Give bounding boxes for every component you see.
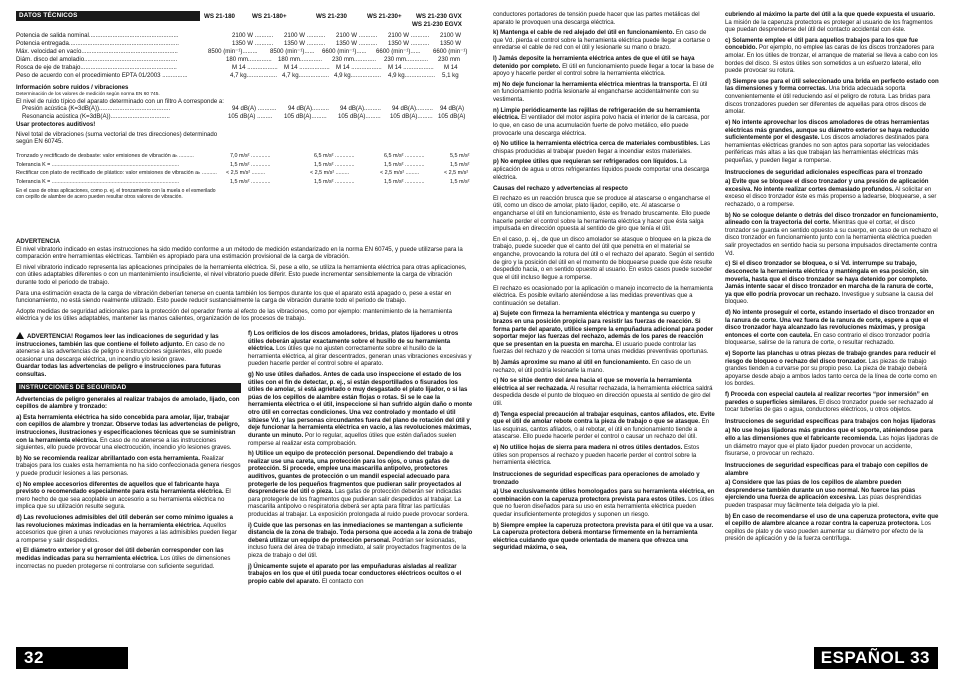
spec-value: 1350 W — [440, 40, 462, 47]
section-title: Instrucciones de seguridad específicas para el trabajo con cepillos de alambre — [725, 461, 928, 477]
safety-item: a) Considere que las púas de los cepillos de alambre pueden desprenderse también durante un uso normal. No fuerce las púas ejerciendo una fuerza de aplicación excesiva. Las púas desprendidas pueden traspasar muy fácilmente tela delgada y/o la piel. — [725, 479, 922, 509]
paragraph: conductores portadores de tensión puede hacer que las partes metálicas del aparato le provoquen una descarga eléctrica. — [493, 11, 700, 26]
spec-label: Peso de acuerdo con el procedimiento EPTA 01/2003 ............... — [16, 72, 188, 79]
noise-value: 105 dB(A) ......... — [228, 113, 273, 121]
vibration-value: 5,5 m/s² — [450, 153, 470, 159]
safety-item: p) No emplee útiles que requieran ser refrigerados con líquidos. La aplicación de agua u otros refrigerantes líquidos puede comportar una descarga eléctrica. — [493, 158, 710, 181]
safety-item: h) Utilice un equipo de protección personal. Dependiendo del trabajo a realizar use una careta, una protección para los ojos, o unas gafas de protección. Si procede, emplee una mascarilla antipolvo, protectores auditivos, guantes de protección o un mandil especial adecuado para protegerle de los pequeños fragmentos que pudieran salir proyectados al desprenderse del útil o pieza. Las gafas de protección deberán ser indicadas para protegerle de los fragmentos que pudieran salir despedidos al trabajar. La mascarilla antipolvo o respiratoria deberá ser apta para filtrar las partículas producidas al trabajar. La exposición prolongada al ruido puede provocar sordera. — [248, 450, 469, 519]
safety-item: j) Únicamente sujete el aparato por las empuñaduras aisladas al realizar trabajos en los que el útil pueda tocar conductores eléctricos ocultos o el propio cable del aparato. El contacto con — [248, 562, 462, 585]
spec-value: 2100 W ........... — [284, 32, 326, 39]
spec-row — [16, 40, 471, 48]
noise-value: 94 dB(A).......... — [340, 105, 381, 113]
warning-bold: ADVERTENCIA! Rogamos leer las indicaciones de seguridad y las instrucciones, también las que contiene el folleto adjunto. — [16, 333, 219, 348]
safety-item: n) Limpie periódicamente las rejillas de refrigeración de su herramienta eléctrica. El ventilador del motor aspira polvo hacia el interior de la carcasa, por lo que, en caso de una acumulación fuerte de polvo metálico, ello puede provocarle una descarga eléctrica. — [493, 106, 710, 137]
vibration-value: < 2,5 m/s² ......... — [226, 170, 266, 176]
vibration-label: Tolerancia K = ..................................................................................... — [16, 178, 180, 185]
paragraph: En el caso, p. ej., de que un disco amolador se atasque o bloquee en la pieza de trabajo, puede suceder que el canto del útil que penetra en el material se enganche, provocando la rotura del útil o el rechazo del aparato. Según el sentido de giro y la posición del útil en el momento de bloquearse puede que éste resulte despedido hacia, o en sentido opuesto al usuario. En estos casos puede suceder que el útil incluso llegue a romperse. — [493, 235, 715, 281]
vibration-row — [16, 179, 471, 188]
safety-item: b) Siempre emplee la caperuza protectora prevista para el útil que va a usar. La caperuza protectora deberá montarse firmemente en la herramienta eléctrica cuidando que quede orientada de manera que ofrezca una seguridad máxima, o sea, — [493, 521, 714, 552]
spec-value: M 14 .................. — [284, 64, 330, 71]
advertencia-paragraph: Para una estimación exacta de la carga de vibración deberían tenerse en cuenta también los tiempos durante los que el aparato está apagado o, pese a estar en funcionamiento, no está siendo realmente utilizado. Esto puede reducir sustancialmente la carga de vibración durante todo el periodo de trabajo. — [16, 289, 452, 305]
technical-data-table — [16, 32, 471, 146]
hearing-protection-note: Usar protectores auditivos! — [16, 121, 96, 129]
spec-value: 8500 (min⁻¹)...... — [270, 48, 315, 55]
spec-value: 4,7 kg.................. — [230, 72, 278, 79]
safety-item: o) No utilice la herramienta eléctrica cerca de materiales combustibles. Las chispas producidas al trabajar pueden llegar a incendiar estos materiales. — [493, 140, 711, 155]
noise-value: 94 dB(A).......... — [392, 105, 433, 113]
safety-item: b) No se recomienda realizar abrillantado con esta herramienta. Realizar trabajos para los cuales esta herramienta no ha sido confeccionada genera riesgos y puede producir lesiones a las personas. — [16, 454, 241, 477]
section-title: Instrucciones de seguridad específicas para trabajos con hojas lijadoras — [725, 417, 936, 425]
paragraph: El rechazo es ocasionado por la aplicación o manejo incorrecto de la herramienta eléctrica. Es posible evitarlo ateniéndose a las medidas preventivas que a continuación se detallan. — [493, 284, 713, 307]
spec-row — [16, 56, 471, 64]
vibration-value: < 2,5 m/s² — [444, 170, 469, 176]
noise-value: 94 dB(A).......... — [288, 105, 329, 113]
noise-row — [16, 113, 471, 121]
model-label: WS 21-180+ — [252, 13, 287, 20]
section-title: Instrucciones de seguridad adicionales específicas para el tronzado — [725, 168, 923, 176]
model-label: WS 21-230+ — [367, 13, 402, 20]
safety-item: a) Use exclusivamente útiles homologados para su herramienta eléctrica, en combinación con la caperuza protectora prevista para estos útiles. Los útiles que no fueron diseñados para su uso en esta herramienta eléctrica pueden quedar insuficientemente protegidos y suponen un riesgo. — [493, 488, 715, 518]
vibration-value: < 2,5 m/s² ......... — [310, 170, 350, 176]
warning-box — [16, 332, 241, 379]
vibration-value: 1,5 m/s² ............. — [384, 161, 425, 168]
spec-row — [16, 64, 471, 72]
spec-value: 4,9 kg.................. — [388, 72, 436, 79]
advertencia-title: ADVERTENCIA — [16, 238, 61, 245]
model-label: WS 21-230 EGVX — [412, 21, 462, 28]
safety-item: d) Siempre use para el útil seleccionado una brida en perfecto estado con las dimensiones y forma correctas. Una brida adecuada soporta convenientemente el útil reduciendo así el peligro de rotura. Las bridas para discos tronzadores pueden ser diferentes de aquellas para otros discos de amolar. — [725, 77, 939, 116]
vibration-value: 1,5 m/s² ............. — [384, 178, 425, 185]
vibration-value: 7,0 m/s² ............. — [230, 153, 271, 159]
vibration-label: Tronzado y rectificado de desbaste: valor emisiones de vibración aₕ .......... — [16, 153, 194, 159]
spec-value: 4,7 kg.................. — [282, 72, 330, 79]
spec-value: M 14 .................. — [336, 64, 382, 71]
advertencia-section — [16, 238, 471, 330]
noise-value: 105 dB(A)......... — [338, 113, 381, 121]
noise-value: 105 dB(A)......... — [284, 113, 327, 121]
vibration-value: 1,5 m/s² — [450, 178, 470, 185]
vibration-value: 6,5 m/s² ............. — [384, 153, 425, 159]
spec-label: Potencia entregada................................................................. — [16, 40, 179, 47]
advertencia-paragraph: El nivel vibratorio indicado representa las aplicaciones principales de la herramienta eléctrica. Si, pese a ello, se utiliza la herramienta eléctrica para otras aplicaciones, con útiles adaptables diferentes o con un mantenimiento insuficiente, el nivel vibratorio puede diferir. Esto puede incrementar sensiblemente la carga de vibración durante todo el periodo de trabajo. — [16, 263, 467, 287]
spec-label: Diám. disco del amoladio....................................................... — [16, 56, 178, 63]
safety-item: c) No se sitúe dentro del área hacia el que se movería la herramienta eléctrica al ser rechazada. Al resultar rechazada, la herramienta eléctrica saldrá despedida desde el punto de bloqueo en dirección opuesta al sentido de giro del útil. — [493, 377, 713, 408]
safety-item: l) Jamás deposite la herramienta eléctrica antes de que el útil se haya detenido por completo. El útil en funcionamiento puede llegar a tocar la base de apoyo y hacerle perder el control sobre la herramienta eléctrica. — [493, 55, 714, 78]
spec-value: 5,1 kg — [442, 72, 459, 79]
vibration-label: Tolerancia K = ..................................................................................... — [16, 161, 180, 168]
spec-value: 2100 W — [440, 32, 462, 39]
noise-label: Presión acústica (K=3dB(A)).......................................... — [22, 105, 171, 113]
section-title: Causas del rechazo y advertencias al respecto — [493, 185, 628, 193]
safety-item: f) Proceda con especial cautela al realizar recortes “por inmersión” en paredes o superficies similares. El disco tronzador puede ser rechazado al tocar tuberías de gas o agua, conductores eléctricos, u otros objetos. — [725, 391, 934, 414]
safety-item: c) No emplee accesorios diferentes de aquellos que el fabricante haya previsto o recomendado especialmente para esta herramienta eléctrica. El mero hecho de que sea acoplable un accesorio a su herramienta eléctrica no implica que su utilización resulte segura. — [16, 480, 231, 511]
right-column-b — [725, 11, 939, 641]
vibration-row — [16, 153, 471, 162]
spec-row — [16, 48, 471, 56]
page-number-left: 32 ESPAÑOL — [16, 647, 128, 669]
vibration-label: Rectificar con plato de rectificado de plástico: valor emisiones de vibración aₕ .......... — [16, 170, 217, 176]
safety-intro: Advertencias de peligro generales al realizar trabajos de amolado, lijado, con cepillos de alambre y tronzado: — [16, 395, 240, 411]
safety-item: i) Cuide que las personas en las inmediaciones se mantengan a suficiente distancia de la zona de trabajo. Toda persona que acceda a la zona de trabajo deberá utilizar un equipo de protección personal. Podrían ser lesionadas, incluso fuera del área de trabajo inmediato, al salir proyectados fragmentos de la pieza de trabajo o del útil. — [248, 521, 473, 560]
vibration-table — [16, 153, 471, 201]
spec-value: 1350 W ........... — [336, 40, 378, 47]
model-label: WS 21-180 — [204, 13, 235, 20]
vibration-value: 6,5 m/s² ............. — [314, 153, 355, 159]
spec-label: Máx. velocidad en vacío......................................................... — [16, 48, 178, 55]
safety-item: f) Los orificios de los discos amoladores, bridas, platos lijadores u otros útiles deberán ajustar exactamente sobre el husillo de su herramienta eléctrica. Los útiles que no ajusten correctamente sobre el husillo de la herramienta eléctrica, al girar descentrados, generan unas vibraciones excesivas y pueden hacerle perder el control sobre el aparato. — [248, 330, 472, 368]
vibration-row — [16, 170, 471, 179]
warning-keep: Guardar todas las advertencias de peligro e instrucciones para futuras consultas. — [16, 363, 221, 379]
noise-value: 105 dB(A)......... — [390, 113, 433, 121]
advertencia-paragraph: Adopte medidas de seguridad adicionales para la protección del operador frente al efecto de las vibraciones, como por ejemplo: mantenimiento de la herramienta eléctrica y de los útiles adaptables, mantener las manos calientes, organización de los procesos de trabajo. — [16, 307, 452, 323]
spec-value: 2100 W ........... — [232, 32, 274, 39]
safety-item: a) Evite que se bloquee el disco tronzador y una presión de aplicación excesiva. No intente realizar cortes demasiado profundos. Al solicitar en exceso el disco tronzador éste es más propenso a ladearse, bloquearse, a ser rechazado, o a romperse. — [725, 178, 937, 209]
spec-row — [16, 72, 471, 80]
noise-value: 94 dB(A) — [440, 105, 465, 113]
safety-item: e) No intente aprovechar los discos amoladores de otras herramientas eléctricas más grandes, aunque su diámetro exterior se haya reducido suficientemente por el desgaste. Los discos amoladores destinados para herramientas eléctricas grandes no son aptos para soportar las velocidades periféricas más altas a las que trabajan las herramientas eléctricas más pequeñas, y pueden llegar a romperse. — [725, 118, 930, 164]
safety-item: b) Jamás aproxime su mano al útil en funcionamiento. En caso de un rechazo, el útil podría lesionarle la mano. — [493, 358, 691, 374]
vibration-value: < 2,5 m/s² ......... — [380, 170, 420, 176]
right-column-a — [493, 11, 715, 641]
spec-value: 230 mm............. — [332, 56, 377, 63]
vibration-value: 1,5 m/s² ............. — [230, 178, 271, 185]
paragraph: El rechazo es un reacción brusca que se produce al atascarse o engancharse el útil, como un disco de amolar, plato lijador, cepillo, etc. Al atascarse o engancharse el útil en funcionamiento, éste es frenado bruscamente. Ello puede hacerle perder el control sobre la herramienta eléctrica y hacer que ésta salga impulsada en dirección opuesta al sentido de giro que tenía el útil. — [493, 194, 711, 233]
vibration-value: 1,5 m/s² ............. — [314, 178, 355, 185]
safety-item: k) Mantenga el cable de red alejado del útil en funcionamiento. En caso de que Vd. pierda el control sobre la herramienta eléctrica puede llegar a cortarse o enredarse el cable de red con el útil y lesionarle su mano o brazo. — [493, 29, 711, 52]
left-page — [0, 0, 477, 689]
safety-item: e) Soporte las planchas u otras piezas de trabajo grandes para reducir el riesgo de bloqueo o rechazo del disco tronzador. Las piezas de trabajo grandes tienden a curvarse por su propio peso. La pieza de trabajo deberá apoyarse desde abajo a ambos lados tanto cerca de la línea de corte como en los bordes. — [725, 349, 937, 388]
safety-item: a) Esta herramienta eléctrica ha sido concebida para amolar, lijar, trabajar con cepillos de alambre y tronzar. Observe todas las advertencias de peligro, instrucciones, ilustraciones y especificaciones técnicas que se suministran con la herramienta eléctrica. En caso de no atenerse a las instrucciones siguientes, ello puede provocar una electrocución, incendio y/o lesiones graves. — [16, 413, 240, 452]
vibration-intro: Nivel total de vibraciones (suma vectorial de tres direcciones) determinado según EN 60745. — [16, 130, 218, 146]
warning-text: En caso de no atenerse a las advertencias de peligro e instrucciones siguientes, ello puede ocasionar una descarga eléctrica, un incendio y/o lesión grave. — [16, 340, 225, 363]
section-title: Instrucciones de seguridad específicas para operaciones de amolado y tronzado — [493, 470, 700, 486]
noise-title: Información sobre ruidos / vibraciones — [16, 84, 129, 91]
safety-item: a) No use hojas lijadoras más grandes que el soporte, aténiendose para ello a las dimensiones que el fabricante recomienda. Las hojas lijadoras de un diámetro mayor que el plato lijador pueden provocar un accidente, fisurarse, o provocar un rechazo. — [725, 427, 939, 458]
technical-data-header — [16, 11, 471, 32]
page-number-right: ESPAÑOL 33 — [814, 647, 938, 669]
spec-value: 180 mm............. — [278, 56, 323, 63]
safety-item: cubriendo al máximo la parte del útil a la que quede expuesta el usuario. La misión de la caperuza protectora es proteger al usuario de los fragmentos que puedan desprenderse del útil del contacto accidental con éste. — [725, 11, 935, 34]
safety-item: g) No use útiles dañados. Antes de cada uso inspeccione el estado de los útiles con el fin de detectar, p. ej., si están desportillados o fisurados los útiles de amolar, si está agrietado o muy desgastado el plato lijador, o si las púas de los cepillos de alambre están flojas o rotas. Si se le cae la herramienta eléctrica o el útil, inspeccione si han sufrido algún daño o monte otro útil en correctas condiciones. Una vez controlado y montado el útil sitúese Vd. y las personas circundantes fuera del plano de rotación del útil y deje funcionar la herramienta eléctrica en vacío, a las revoluciones máximas, durante un minuto. Por lo regular, aquellos útiles que estén dañados suelen romperse al realizar esta comprobación. — [248, 371, 473, 447]
spec-value: 8500 (min⁻¹)......... — [208, 48, 258, 55]
spec-value: M 14 .................. — [388, 64, 434, 71]
advertencia-paragraph: El nivel vibratorio indicado en estas instrucciones ha sido medido conforme a un método de medición estandarizado en la norma EN 60745, y puede utilizarse para la comparación entre herramientas eléctricas. También es apropiado para una estimación provisional de la carga de vibración. — [16, 245, 463, 261]
technical-data-title: DATOS TÉCNICOS — [16, 11, 200, 21]
spec-value: 1350 W ........... — [284, 40, 326, 47]
safety-item: d) Las revoluciones admisibles del útil deberán ser como mínimo iguales a las revoluciones máximas indicadas en la herramienta eléctrica. Aquellos accesorios que giren a unas revoluciones mayores a las admisibles pueden llegar a romperse y salir despedidos. — [16, 514, 237, 544]
vibration-value: 1,5 m/s² ............. — [314, 161, 355, 168]
spec-value: M 14 — [444, 64, 458, 71]
model-label: WS 21-230 GVX — [416, 13, 462, 20]
safety-item: e) El diámetro exterior y el grosor del útil deberán corresponder con las medidas indicadas para su herramienta eléctrica. Los útiles de dimensiones incorrectas no pueden protegerse ni controlarse con suficiente seguridad. — [16, 547, 231, 570]
noise-label: Resonancia acústica (K=3dB(A))................................... — [22, 113, 170, 121]
noise-row — [16, 105, 471, 113]
noise-intro: El nivel de ruido típico del aparato determinado con un filtro A corresponde a: — [16, 97, 224, 105]
safety-item: e) No utilice hojas de sierra para madera ni otros útiles dentados. Estos útiles son propensos al rechazo y pueden hacerle perder el control sobre la herramienta eléctrica. — [493, 444, 700, 467]
spec-value: 230 mm — [438, 56, 461, 63]
warning-triangle-icon — [16, 332, 24, 339]
spec-value: 180 mm.............. — [226, 56, 272, 63]
spec-value: 1350 W ........... — [388, 40, 430, 47]
spec-value: 2100 W ........... — [336, 32, 378, 39]
vibration-row — [16, 162, 471, 171]
safety-item: c) Solamente emplee el útil para aquellos trabajos para los que fue concebido. Por ejemplo, no emplee las caras de los discos tronzadores para amolar. En los útiles de tronzar, el arranque de material se lleva a cabo con los bordes del disco. Si estos útiles son sometidos a un esfuerzo lateral, ello puede provocar su rotura. — [725, 36, 938, 75]
spec-value: 6600 (min⁻¹)...... — [376, 48, 421, 55]
spec-value: 4,9 kg.................. — [334, 72, 382, 79]
spec-value: 6600 (min⁻¹) — [433, 48, 468, 55]
spec-value: 6600 (min⁻¹)...... — [322, 48, 367, 55]
noise-value: 105 dB(A) — [438, 113, 466, 121]
noise-value: 94 dB(A) ........... — [232, 105, 277, 113]
safety-item: b) No se coloque delante o detrás del disco tronzador en funcionamiento, alineado con la trayectoria del corte. Mientras que el cortar, el disco tronzador se guarda en sentido opuesto a su cuerpo, en caso de un rechazo el disco tronzador en funcionamiento junto con la herramienta eléctrica pueden salir proyectados en sentido hacia su persona impulsados directamente contra Vd. — [725, 211, 938, 257]
safety-item: d) No intente proseguir el corte, estando insertado el disco tronzador en la ranura de corte. Una vez fuera de la ranura de corte, espere a que el disco tronzador haya alcanzado las revoluciones máximas, y prosiga entonces el corte con cautela. En caso contrario el disco tronzador podría bloquearse, salirse de la ranura de corte, o resultar rechazado. — [725, 308, 935, 347]
spec-value: M 14 .................. — [232, 64, 278, 71]
safety-item: b) En caso de recomendarse el uso de una caperuza protectora, evite que el cepillo de alambre alcance a rozar contra la caperuza protectora. Los cepillos de plato y de vaso pueden aumentar su diámetro por efecto de la presión de aplicación y de la fuerza centrífuga. — [725, 512, 939, 543]
right-page — [477, 0, 954, 677]
spec-label: Rosca de eje de trabajo......................................................... — [16, 64, 177, 71]
safety-header: INSTRUCCIONES DE SEGURIDAD — [16, 383, 241, 393]
spec-value: 2100 W ........... — [388, 32, 430, 39]
left-column-b — [248, 330, 473, 640]
model-label: WS 21-230 — [316, 13, 347, 20]
vibration-value: 1,5 m/s² — [450, 161, 470, 168]
spec-label: Potencia de salida nominal..................................................... — [16, 32, 179, 39]
spec-row — [16, 32, 471, 40]
spec-value: 230 mm............. — [384, 56, 429, 63]
safety-item: m) No deje funcionar la herramienta eléctrica mientras la transporta. El útil en funcionamiento podría lesionarle al engancharse accidentalmente con su vestimenta. — [493, 80, 708, 104]
noise-note: Determinación de los valores de medición según norma EN 60 745. — [16, 91, 160, 97]
safety-item: a) Sujete con firmeza la herramienta eléctrica y mantenga su cuerpo y brazos en una posición propicia para resistir las fuerzas de reacción. Si forma parte del aparato, utilice siempre la empuñadura adicional para poder soportar mejor las fuerzas del rechazo, además de los pares de reacción que se presentan en la puesta en marcha. El usuario puede controlar las fuerzas del rechazo y de reacción si toma unas medidas preventivas oportunas. — [493, 310, 714, 356]
spec-value: 1350 W ........... — [232, 40, 274, 47]
safety-item: c) Si el disco tronzador se bloquea, o si Vd. interrumpe su trabajo, desconecte la herramienta eléctrica y manténgala en esa posición, sin moverla, hasta que el disco tronzador se haya detenido por completo. Jamás intente sacar el disco tronzador en marcha de la ranura de corte, ya que ello podría provocar un rechazo. Investigue y subsane la causa del bloqueo. — [725, 260, 934, 306]
vibration-value: 1,5 m/s² ............. — [230, 161, 271, 168]
left-column-a — [16, 330, 241, 640]
vibration-note: En el caso de otras aplicaciones, como p. ej. el tronzamiento con la muela o el esmerilado con cepillo de alambre de acero pueden resultar otros valores de vibración. — [16, 188, 216, 201]
safety-item: d) Tenga especial precaución al trabajar esquinas, cantos afilados, etc. Evite que el útil de amolar rebote contra la pieza de trabajo o que se atasque. En las esquinas, cantos afilados, o al rebotar, el útil en funcionamiento tiende a atascarse. Ello puede hacerle perder el control o causar un rechazo del útil. — [493, 410, 715, 441]
